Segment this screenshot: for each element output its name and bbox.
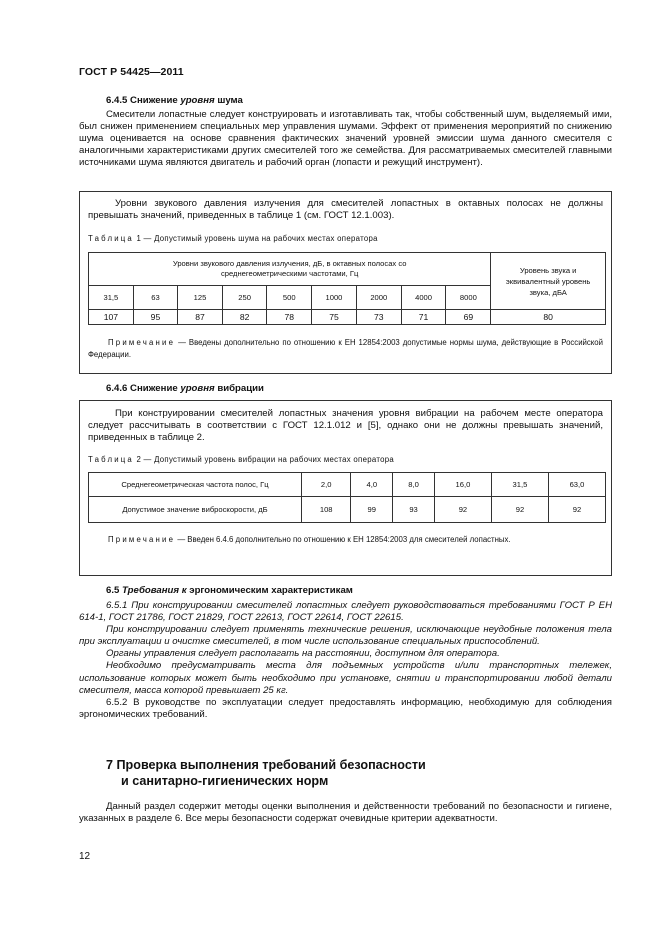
section-6-5 xyxy=(79,584,612,721)
heading-part: Снижение xyxy=(130,383,178,394)
section-paragraph: При конструировании следует применять технические решения, исключающие неудобные положения тела при эксплуатации и очистке смесителей, в том числе использование специальных приспособлений. xyxy=(79,624,612,648)
table-row-label: Среднегеометрическая частота полос, Гц xyxy=(89,473,302,497)
table-cell: 63,0 xyxy=(548,473,605,497)
note-text: — Введены дополнительно по отношению к ЕН 12854:2003 допустимые нормы шума, действующие в Российской Федерации. xyxy=(88,338,603,359)
note-text: — Введен 6.4.6 дополнительно по отношению к ЕН 12854:2003 для смесителей лопастных. xyxy=(177,535,511,545)
section-paragraph: Органы управления следует располагать на расстоянии, доступном для оператора. xyxy=(106,648,500,660)
section-number: 6.4.6 xyxy=(106,383,128,394)
section-6-4-5 xyxy=(79,94,612,169)
table-cell: 73 xyxy=(356,310,401,325)
section-number: 6.4.5 xyxy=(106,95,128,106)
section-paragraph: 6.5.1 При конструировании смесителей лопастных следует руководствоваться требованиями ГОСТ Р ЕН 614-1, ГОСТ 21786, ГОСТ 21829, ГОСТ 22613, ГОСТ 22614, ГОСТ 22615. xyxy=(79,600,612,624)
table-cell: 71 xyxy=(401,310,446,325)
section-paragraph: Необходимо предусматривать места для подъемных устройств и/или транспортных тележек, использование которых может быть необходимо при установке, снятии и транспортировании любой детали смесителя, масса которой превышает 25 кг. xyxy=(79,660,612,696)
table-cell: 250 xyxy=(222,286,267,310)
caption-text: 2 — Допустимый уровень вибрации на рабочих местах оператора xyxy=(136,455,395,465)
table-header-main: Уровни звукового давления излучения, дБ, в октавных полосах со среднегеометрическими частотами, Гц xyxy=(89,253,491,286)
table-note xyxy=(88,534,603,546)
table-row-values xyxy=(89,497,606,523)
section-heading xyxy=(79,382,612,396)
document-header: ГОСТ Р 54425—2011 xyxy=(79,66,184,78)
table-caption xyxy=(88,455,611,464)
table-cell: 92 xyxy=(434,497,491,523)
table-cell: 8,0 xyxy=(393,473,435,497)
section-6-4-6 xyxy=(79,382,612,396)
table-cell: 69 xyxy=(446,310,491,325)
caption-word: Таблица xyxy=(88,455,134,465)
heading-italic-part: уровня xyxy=(180,95,215,106)
table-cell: 107 xyxy=(89,310,134,325)
heading-part: вибрации xyxy=(217,383,264,394)
table-cell: 125 xyxy=(178,286,223,310)
table-cell: 92 xyxy=(548,497,605,523)
table-cell: 95 xyxy=(133,310,177,325)
heading-italic-part: уровня xyxy=(180,383,215,394)
noise-requirement-box xyxy=(79,191,612,374)
table-cell: 4,0 xyxy=(351,473,393,497)
section-paragraph: Данный раздел содержит методы оценки выполнения и действенности требований по безопасности и гигиене, указанных в разделе 6. Все меры безопасности содержат очевидные критерии адекватности. xyxy=(79,801,612,825)
page-number: 12 xyxy=(79,851,91,862)
table-cell: 75 xyxy=(312,310,357,325)
table-cell: 99 xyxy=(351,497,393,523)
chapter-heading xyxy=(79,757,426,789)
table-note xyxy=(88,337,603,360)
chapter-heading-line: и санитарно-гигиенических норм xyxy=(121,774,329,788)
table-header-side: Уровень звука и эквивалентный уровень звука, дБА xyxy=(491,253,606,310)
heading-part: Снижение xyxy=(130,95,178,106)
table-cell: 108 xyxy=(302,497,351,523)
section-paragraph: Смесители лопастные следует конструировать и изготавливать так, чтобы собственный шум, выделяемый ими, был снижен применением специальных мер управления шумами. Эффект от применения мероприятий по снижению шума оценивается на основе сравнения фактических значений уровней эмиссии шума данного смесителя с аналогичными характеристиками других смесителей того же семейства. Для рассматриваемых смесителей главными источниками шума являются двигатель и рабочий орган (лопасти и режущий инструмент). xyxy=(79,109,612,169)
table-cell: 500 xyxy=(267,286,312,310)
table-row-frequencies xyxy=(89,473,606,497)
note-word: Примечание xyxy=(108,535,176,545)
section-heading xyxy=(79,94,612,108)
vibration-requirement-box xyxy=(79,400,612,576)
table-cell: 2,0 xyxy=(302,473,351,497)
section-paragraph: 6.5.2 В руководстве по эксплуатации следует предоставлять информацию, необходимую для соблюдения эргономических требований. xyxy=(79,696,612,720)
table-cell: 31,5 xyxy=(89,286,134,310)
box-paragraph: Уровни звукового давления излучения для смесителей лопастных в октавных полосах не должны превышать значений, приведенных в таблице 1 (см. ГОСТ 12.1.003). xyxy=(88,198,603,222)
section-heading xyxy=(79,584,612,598)
table-cell: 2000 xyxy=(356,286,401,310)
noise-table xyxy=(88,252,606,325)
heading-part: эргономическим характеристикам xyxy=(189,585,353,596)
caption-word: Таблица xyxy=(88,234,134,244)
table-cell: 8000 xyxy=(446,286,491,310)
heading-italic-part: Требования к xyxy=(122,585,187,596)
box-paragraph: При конструировании смесителей лопастных значения уровня вибрации на рабочем месте оператора следует рассчитывать в соответствии с ГОСТ 12.1.012 и [5], однако они не должны превышать значений, приведенных в таблице 2. xyxy=(88,408,603,444)
table-cell: 92 xyxy=(491,497,548,523)
vibration-table xyxy=(88,472,606,523)
chapter-heading-line: 7 Проверка выполнения требований безопасности xyxy=(106,758,426,772)
table-cell: 31,5 xyxy=(491,473,548,497)
section-7 xyxy=(79,801,612,825)
heading-part: шума xyxy=(217,95,243,106)
table-cell: 78 xyxy=(267,310,312,325)
table-row-label: Допустимое значение виброскорости, дБ xyxy=(89,497,302,523)
caption-text: 1 — Допустимый уровень шума на рабочих местах оператора xyxy=(136,234,378,244)
note-word: Примечание xyxy=(108,338,176,348)
table-row-values xyxy=(89,310,606,325)
table-cell: 4000 xyxy=(401,286,446,310)
table-caption xyxy=(88,234,611,243)
table-cell: 63 xyxy=(133,286,177,310)
table-cell: 80 xyxy=(491,310,606,325)
table-cell: 16,0 xyxy=(434,473,491,497)
table-cell: 1000 xyxy=(312,286,357,310)
table-cell: 93 xyxy=(393,497,435,523)
section-number: 6.5 xyxy=(106,585,120,596)
table-cell: 87 xyxy=(178,310,223,325)
table-cell: 82 xyxy=(222,310,267,325)
